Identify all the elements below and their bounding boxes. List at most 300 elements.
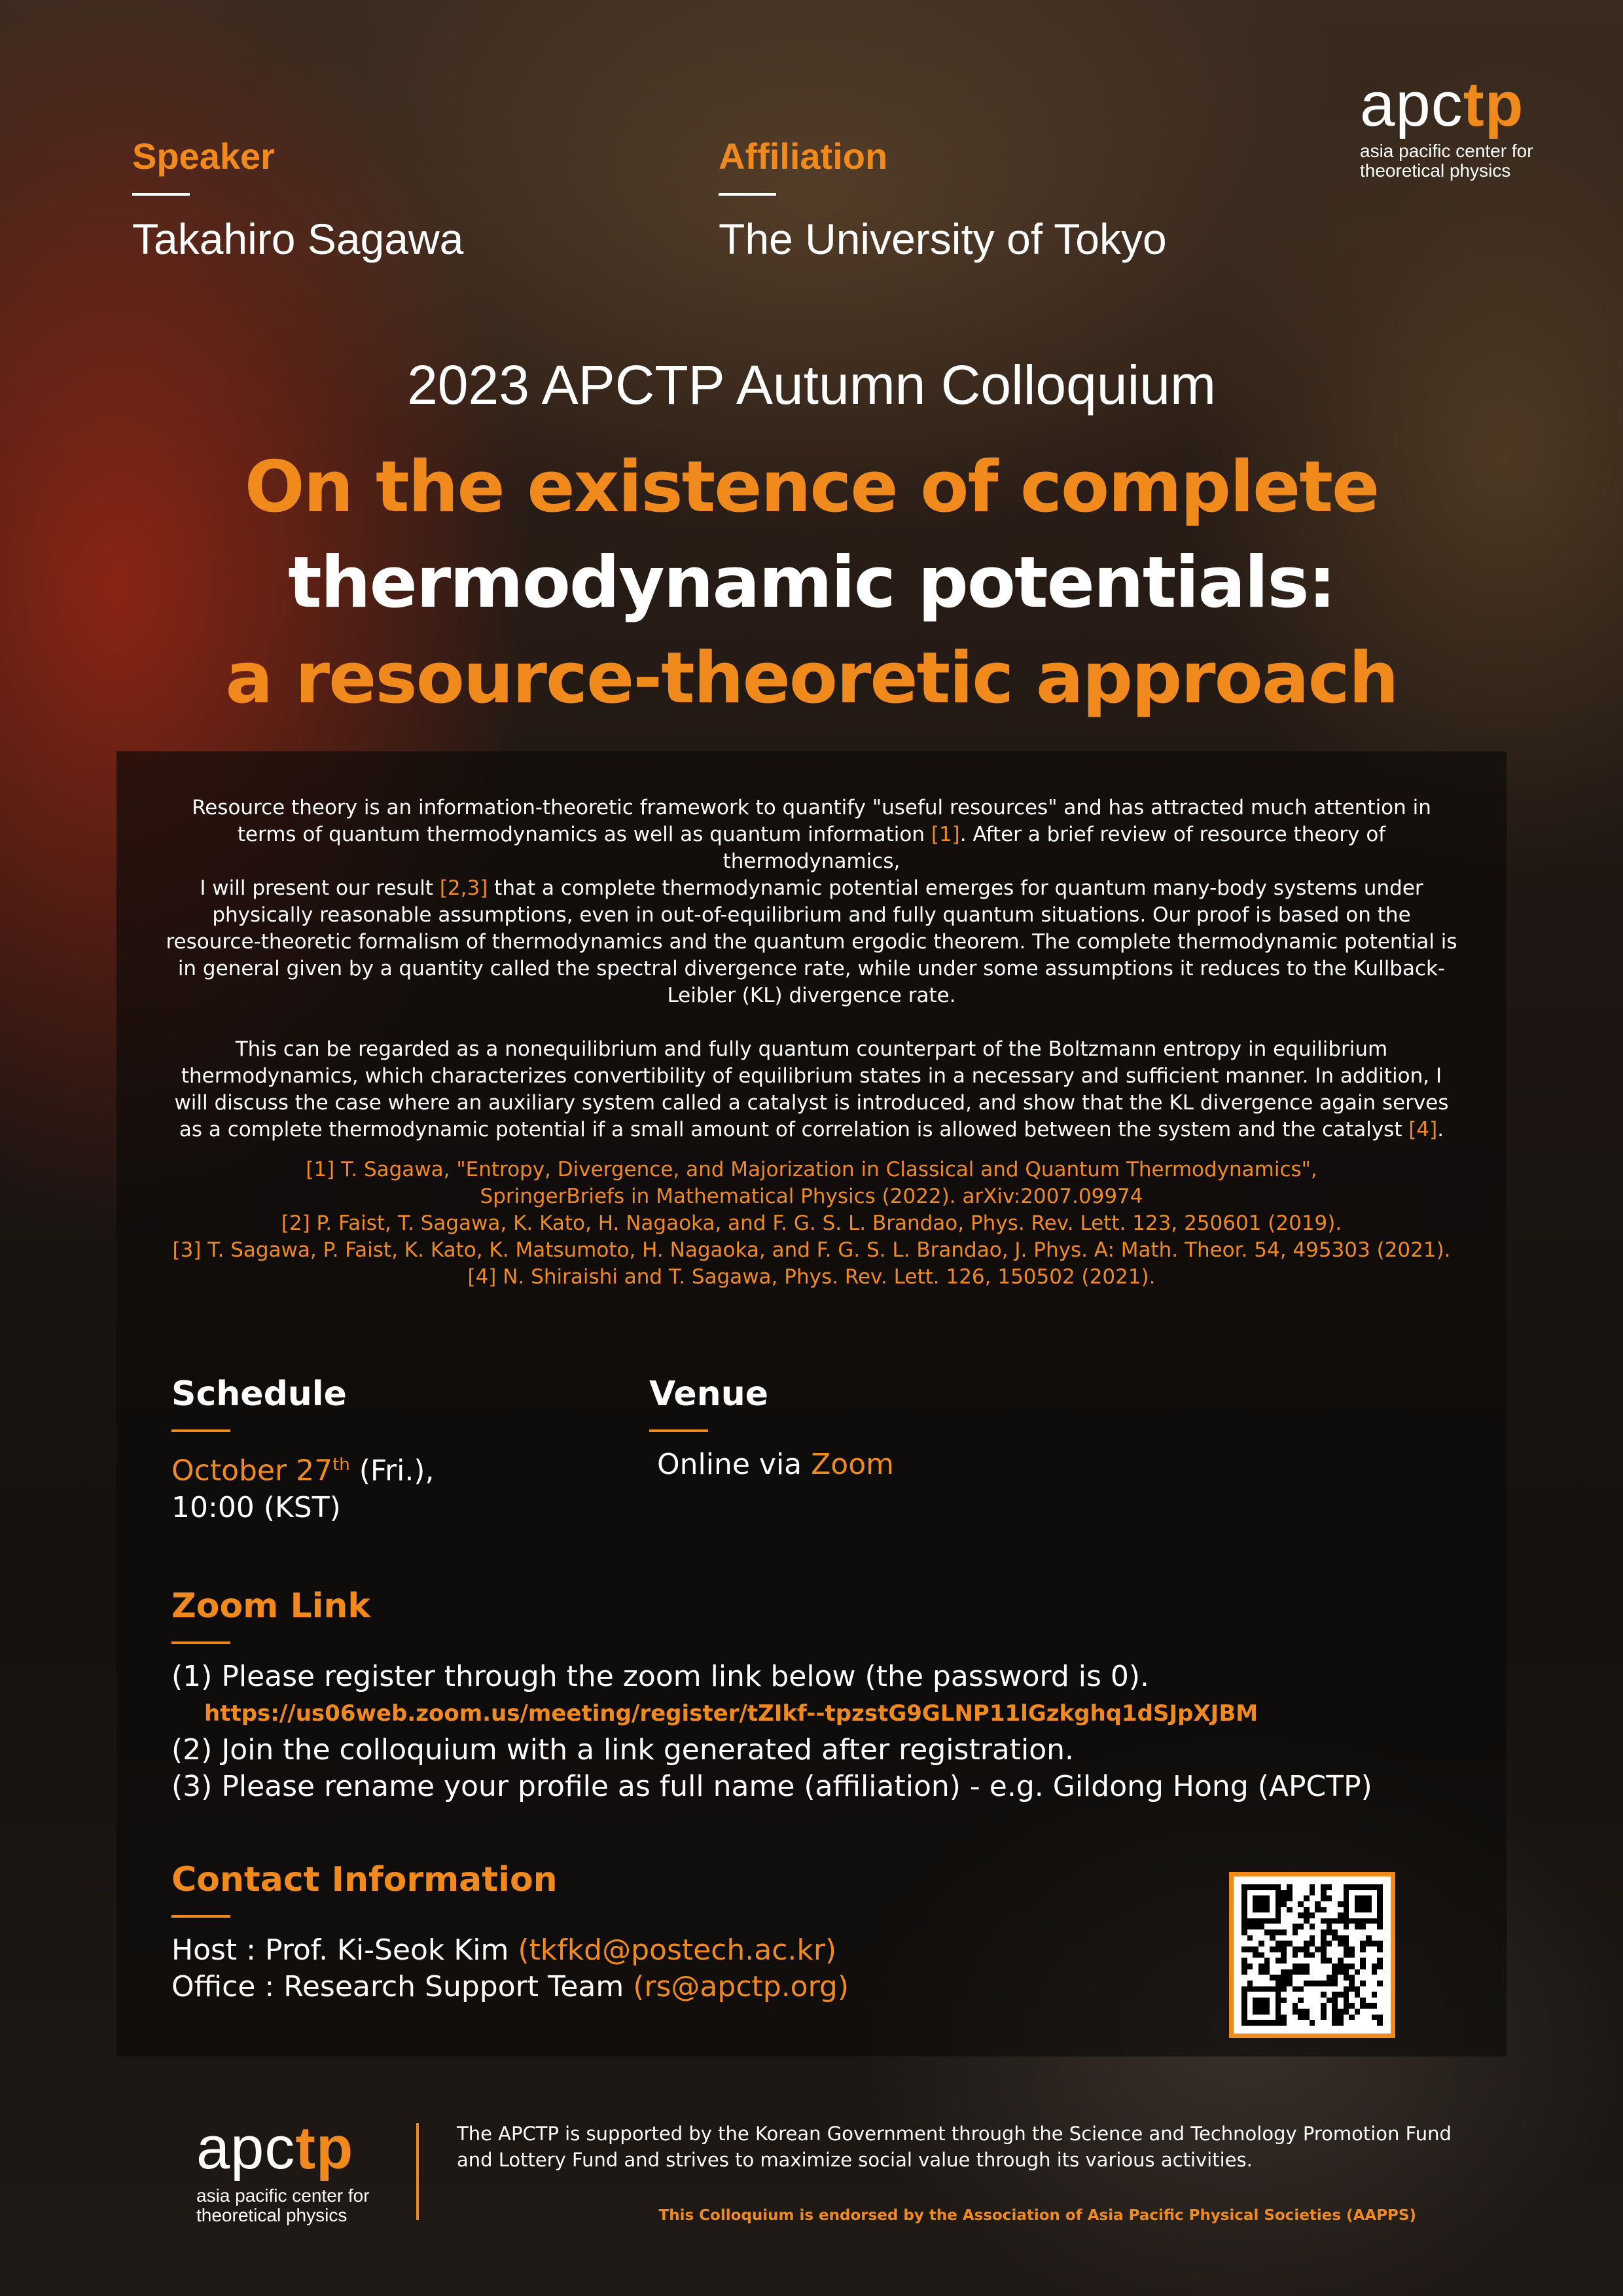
qr-module	[1298, 1964, 1304, 1969]
qr-module	[1258, 1981, 1264, 1986]
qr-module	[1327, 2009, 1332, 2015]
qr-module	[1377, 1964, 1383, 1969]
qr-module	[1338, 1901, 1344, 1907]
qr-module	[1241, 1912, 1247, 1918]
qr-module	[1332, 1975, 1338, 1981]
qr-module	[1264, 1935, 1270, 1941]
qr-module	[1253, 1981, 1258, 1986]
qr-module	[1293, 1935, 1298, 1941]
qr-module	[1247, 2015, 1253, 2020]
qr-module	[1366, 1958, 1372, 1964]
qr-module	[1344, 1986, 1349, 1992]
qr-module	[1298, 1992, 1304, 1998]
qr-module	[1377, 1907, 1383, 1913]
qr-module	[1258, 1935, 1264, 1941]
qr-module	[1315, 1884, 1321, 1890]
qr-module	[1310, 1912, 1315, 1918]
qr-module	[1366, 1918, 1372, 1924]
qr-module	[1349, 1941, 1355, 1946]
qr-module	[1360, 1941, 1366, 1946]
qr-module	[1332, 1884, 1338, 1890]
qr-module	[1293, 1901, 1298, 1907]
qr-module	[1355, 1890, 1361, 1896]
qr-module	[1349, 1912, 1355, 1918]
talk-title-line1: On the existence of complete	[244, 446, 1379, 528]
qr-module	[1253, 1935, 1258, 1941]
qr-module	[1355, 1884, 1361, 1890]
qr-module	[1360, 1986, 1366, 1992]
qr-module	[1338, 1981, 1344, 1986]
qr-module	[1281, 1975, 1287, 1981]
qr-module	[1355, 1986, 1361, 1992]
qr-module	[1315, 1907, 1321, 1913]
qr-module	[1281, 1964, 1287, 1969]
qr-module	[1377, 1992, 1383, 1998]
qr-module	[1258, 1952, 1264, 1958]
qr-module	[1349, 1907, 1355, 1913]
qr-module	[1338, 1986, 1344, 1992]
qr-module	[1372, 1907, 1378, 1913]
qr-module	[1241, 1946, 1247, 1952]
qr-module	[1298, 1884, 1304, 1890]
qr-module	[1321, 1929, 1327, 1935]
qr-module	[1310, 1964, 1315, 1969]
qr-module	[1293, 1890, 1298, 1896]
qr-module	[1264, 1958, 1270, 1964]
zoom-registration-link[interactable]: https://us06web.zoom.us/meeting/register/tZIkf--tpzstG9GLNP11lGzkghq1dSJpXJBM	[204, 1700, 1258, 1727]
qr-module	[1247, 1884, 1253, 1890]
qr-module	[1377, 1981, 1383, 1986]
qr-module	[1349, 1895, 1355, 1901]
qr-module	[1327, 2020, 1332, 2026]
qr-module	[1264, 1981, 1270, 1986]
qr-module	[1377, 1935, 1383, 1941]
qr-module	[1281, 1986, 1287, 1992]
qr-module	[1275, 1964, 1281, 1969]
qr-module	[1332, 1924, 1338, 1929]
qr-module	[1315, 1946, 1321, 1952]
qr-module	[1310, 1884, 1315, 1890]
qr-module	[1264, 1946, 1270, 1952]
footer-divider	[416, 2123, 419, 2220]
qr-module	[1247, 1975, 1253, 1981]
qr-module	[1253, 1946, 1258, 1952]
qr-module	[1275, 1907, 1281, 1913]
qr-module	[1332, 1969, 1338, 1975]
speaker-divider	[132, 193, 190, 196]
qr-module	[1258, 1918, 1264, 1924]
qr-module	[1275, 2015, 1281, 2020]
abstract-paragraph-1: Resource theory is an information-theoretic framework to quantify "useful resources" and has attracted much attention in terms of quantum thermodynamics as well as quantum information [1]. After a brief review of resource theory of thermodynamics,	[192, 796, 1431, 873]
qr-module	[1332, 1992, 1338, 1998]
qr-module	[1344, 1912, 1349, 1918]
qr-module	[1321, 1946, 1327, 1952]
event-title: 2023 APCTP Autumn Colloquium	[407, 354, 1216, 416]
qr-module	[1327, 1929, 1332, 1935]
qr-module	[1315, 1964, 1321, 1969]
reference-item: [1] T. Sagawa, "Entropy, Divergence, and Majorization in Classical and Quantum Thermodynamics",	[306, 1158, 1317, 1181]
qr-module	[1372, 1946, 1378, 1952]
qr-module	[1298, 1986, 1304, 1992]
qr-module	[1241, 1986, 1247, 1992]
affiliation-block	[719, 135, 1167, 264]
qr-module	[1372, 1986, 1378, 1992]
qr-module	[1372, 1958, 1378, 1964]
affiliation-label: Affiliation	[719, 135, 888, 177]
qr-module	[1264, 1964, 1270, 1969]
qr-module	[1355, 1935, 1361, 1941]
qr-module	[1253, 2015, 1258, 2020]
qr-module	[1287, 1946, 1293, 1952]
qr-module	[1270, 1901, 1275, 1907]
qr-module	[1281, 1895, 1287, 1901]
qr-module	[1344, 1890, 1349, 1896]
qr-module	[1258, 1884, 1264, 1890]
qr-module	[1327, 1981, 1332, 1986]
qr-module	[1304, 1941, 1310, 1946]
qr-module	[1298, 2003, 1304, 2009]
qr-module	[1275, 1992, 1281, 1998]
qr-module	[1258, 1929, 1264, 1935]
qr-module	[1287, 1969, 1293, 1975]
qr-module	[1349, 1992, 1355, 1998]
qr-module	[1366, 1890, 1372, 1896]
qr-module	[1264, 1929, 1270, 1935]
qr-module	[1321, 1975, 1327, 1981]
qr-module	[1304, 1952, 1310, 1958]
qr-module	[1366, 2015, 1372, 2020]
contact-divider	[171, 1915, 230, 1918]
qr-module	[1315, 1986, 1321, 1992]
qr-module	[1270, 1924, 1275, 1929]
qr-module	[1253, 1964, 1258, 1969]
logo-wordmark: apctp	[1360, 69, 1524, 139]
qr-module	[1304, 1912, 1310, 1918]
qr-module	[1349, 1975, 1355, 1981]
qr-module	[1241, 1929, 1247, 1935]
reference-item: [2] P. Faist, T. Sagawa, K. Kato, H. Nagaoka, and F. G. S. L. Brandao, Phys. Rev. Lett. 123, 250601 (2019).	[281, 1211, 1342, 1235]
qr-module	[1293, 1895, 1298, 1901]
qr-module	[1372, 1929, 1378, 1935]
qr-module	[1253, 1986, 1258, 1992]
qr-module	[1349, 1969, 1355, 1975]
qr-module	[1366, 1992, 1372, 1998]
host-email-link[interactable]: (tkfkd@postech.ac.kr)	[518, 1933, 837, 1967]
qr-module	[1360, 1895, 1366, 1901]
qr-module	[1253, 1975, 1258, 1981]
qr-module	[1270, 1907, 1275, 1913]
qr-module	[1338, 1969, 1344, 1975]
speaker-label: Speaker	[132, 135, 275, 177]
qr-module	[1338, 2009, 1344, 2015]
qr-module	[1310, 2003, 1315, 2009]
qr-module	[1275, 1935, 1281, 1941]
qr-module	[1332, 1981, 1338, 1986]
qr-module	[1338, 1998, 1344, 2003]
qr-module	[1360, 1890, 1366, 1896]
footer-logo-subtitle-line2: theoretical physics	[196, 2205, 348, 2225]
contact-host: Host : Prof. Ki-Seok Kim (tkfkd@postech.ac.kr)	[171, 1933, 837, 1967]
qr-module	[1264, 2020, 1270, 2026]
qr-module	[1338, 2003, 1344, 2009]
qr-module	[1241, 1981, 1247, 1986]
venue-block	[649, 1374, 894, 1483]
qr-module	[1355, 1998, 1361, 2003]
qr-module	[1241, 2009, 1247, 2015]
qr-module	[1247, 1895, 1253, 1901]
qr-module	[1264, 1975, 1270, 1981]
qr-module	[1258, 1895, 1264, 1901]
qr-module	[1355, 1969, 1361, 1975]
talk-title-line2: thermodynamic potentials:	[288, 542, 1335, 624]
qr-module	[1344, 1975, 1349, 1981]
qr-module	[1275, 1969, 1281, 1975]
qr-module	[1281, 1969, 1287, 1975]
qr-module	[1275, 1986, 1281, 1992]
qr-module	[1281, 1884, 1287, 1890]
qr-module	[1366, 1935, 1372, 1941]
qr-module	[1247, 1992, 1253, 1998]
qr-module	[1293, 1964, 1298, 1969]
qr-module	[1360, 2020, 1366, 2026]
qr-module	[1247, 1964, 1253, 1969]
qr-module	[1332, 2015, 1338, 2020]
qr-module	[1355, 1981, 1361, 1986]
qr-module	[1327, 1884, 1332, 1890]
zoom-divider	[171, 1641, 230, 1644]
schedule-label: Schedule	[171, 1374, 347, 1414]
qr-module	[1327, 1946, 1332, 1952]
qr-module	[1253, 1912, 1258, 1918]
qr-module	[1355, 1964, 1361, 1969]
qr-module	[1349, 1929, 1355, 1935]
qr-module	[1293, 1986, 1298, 1992]
qr-module	[1315, 1981, 1321, 1986]
qr-module	[1338, 1907, 1344, 1913]
qr-module	[1315, 1941, 1321, 1946]
qr-module	[1310, 1981, 1315, 1986]
qr-module	[1377, 1918, 1383, 1924]
qr-module	[1366, 1929, 1372, 1935]
qr-module	[1355, 1912, 1361, 1918]
qr-module	[1332, 1935, 1338, 1941]
qr-module	[1372, 1952, 1378, 1958]
qr-module	[1327, 1907, 1332, 1913]
qr-module	[1264, 2003, 1270, 2009]
qr-module	[1366, 2009, 1372, 2015]
qr-module	[1355, 1946, 1361, 1952]
qr-module	[1270, 1952, 1275, 1958]
qr-module	[1338, 2020, 1344, 2026]
qr-module	[1372, 1969, 1378, 1975]
qr-module	[1270, 1941, 1275, 1946]
qr-module	[1293, 1924, 1298, 1929]
qr-module	[1315, 2020, 1321, 2026]
qr-module	[1321, 1884, 1327, 1890]
abstract-paragraph-3: This can be regarded as a nonequilibrium and fully quantum counterpart of the Boltzmann entropy in equilibrium thermodynamics, which characterizes convertibility of equilibrium states in a necessary and sufficient manner. In addition, I will discuss the case where an auxiliary system called a catalyst is introduced, and show that the KL divergence again serves as a complete thermodynamic potential if a small amount of correlation is allowed between the system and the catalyst [4].	[174, 1037, 1449, 1141]
qr-module	[1275, 1912, 1281, 1918]
qr-module	[1355, 1907, 1361, 1913]
qr-module	[1360, 1964, 1366, 1969]
qr-module	[1264, 1918, 1270, 1924]
qr-module	[1344, 1929, 1349, 1935]
qr-module	[1355, 2003, 1361, 2009]
qr-module	[1372, 1992, 1378, 1998]
qr-module	[1332, 2009, 1338, 2015]
qr-module	[1366, 2003, 1372, 2009]
qr-module	[1377, 1884, 1383, 1890]
qr-module	[1275, 1895, 1281, 1901]
qr-module	[1304, 1884, 1310, 1890]
qr-module	[1332, 2020, 1338, 2026]
qr-module	[1275, 1901, 1281, 1907]
qr-module	[1377, 1975, 1383, 1981]
office-email-link[interactable]: (rs@apctp.org)	[633, 1970, 849, 2003]
qr-module	[1270, 1918, 1275, 1924]
qr-module	[1360, 1952, 1366, 1958]
qr-module	[1281, 1958, 1287, 1964]
qr-module	[1332, 1929, 1338, 1935]
qr-module	[1293, 1941, 1298, 1946]
qr-module	[1377, 1929, 1383, 1935]
qr-module	[1338, 1918, 1344, 1924]
qr-module	[1258, 1890, 1264, 1896]
qr-module	[1253, 1884, 1258, 1890]
qr-module	[1315, 1998, 1321, 2003]
qr-module	[1366, 1981, 1372, 1986]
qr-module	[1241, 1884, 1247, 1890]
qr-module	[1241, 1890, 1247, 1896]
qr-module	[1355, 1941, 1361, 1946]
qr-module	[1349, 2020, 1355, 2026]
qr-module	[1310, 1890, 1315, 1896]
qr-module	[1332, 1964, 1338, 1969]
qr-module	[1315, 1890, 1321, 1896]
qr-module	[1360, 2003, 1366, 2009]
qr-module	[1270, 1986, 1275, 1992]
qr-module	[1377, 1912, 1383, 1918]
qr-module	[1253, 1992, 1258, 1998]
qr-module	[1332, 1901, 1338, 1907]
qr-module	[1355, 1952, 1361, 1958]
qr-module	[1327, 1992, 1332, 1998]
qr-module	[1241, 1907, 1247, 1913]
qr-module	[1372, 1935, 1378, 1941]
qr-module	[1258, 1901, 1264, 1907]
qr-module	[1366, 1924, 1372, 1929]
qr-module	[1366, 1941, 1372, 1946]
qr-module	[1360, 1929, 1366, 1935]
qr-module	[1315, 2009, 1321, 2015]
qr-module	[1310, 2009, 1315, 2015]
qr-module	[1360, 1901, 1366, 1907]
qr-code-icon[interactable]	[1229, 1872, 1395, 2038]
qr-module	[1349, 1924, 1355, 1929]
qr-module	[1287, 1975, 1293, 1981]
qr-module	[1293, 1918, 1298, 1924]
qr-module	[1372, 1918, 1378, 1924]
qr-module	[1253, 2003, 1258, 2009]
qr-module	[1298, 1890, 1304, 1896]
qr-module	[1275, 1884, 1281, 1890]
qr-module	[1327, 1941, 1332, 1946]
qr-module	[1241, 1935, 1247, 1941]
qr-module	[1253, 1941, 1258, 1946]
qr-module	[1321, 1907, 1327, 1913]
qr-module	[1355, 1918, 1361, 1924]
qr-module	[1332, 1907, 1338, 1913]
zoom-venue-link[interactable]: Zoom	[811, 1448, 894, 1481]
qr-module	[1332, 1895, 1338, 1901]
qr-module	[1253, 2009, 1258, 2015]
qr-module	[1366, 1986, 1372, 1992]
qr-module	[1372, 2015, 1378, 2020]
qr-module	[1360, 1975, 1366, 1981]
qr-module	[1349, 1890, 1355, 1896]
qr-module	[1287, 1912, 1293, 1918]
qr-module	[1258, 2020, 1264, 2026]
qr-module	[1298, 1912, 1304, 1918]
speaker-block	[132, 135, 463, 264]
qr-module	[1298, 1969, 1304, 1975]
qr-module	[1241, 2020, 1247, 2026]
qr-module	[1287, 1935, 1293, 1941]
qr-module	[1258, 2003, 1264, 2009]
qr-module	[1377, 1890, 1383, 1896]
qr-module	[1315, 1895, 1321, 1901]
qr-module	[1270, 1946, 1275, 1952]
qr-module	[1275, 1975, 1281, 1981]
qr-module	[1310, 1907, 1315, 1913]
qr-module	[1293, 2015, 1298, 2020]
qr-module	[1304, 1981, 1310, 1986]
qr-module	[1360, 1958, 1366, 1964]
qr-module	[1321, 1935, 1327, 1941]
qr-module	[1360, 1884, 1366, 1890]
qr-module	[1344, 1907, 1349, 1913]
qr-module	[1247, 1969, 1253, 1975]
abstract-paragraph-2: I will present our result [2,3] that a complete thermodynamic potential emerges for quantum many-body systems under physically reasonable assumptions, even in out-of-equilibrium and fully quantum situations. Our proof is based on the resource-theoretic formalism of thermodynamics and the quantum ergodic theorem. The complete thermodynamic potential is in general given by a quantity called the spectral divergence rate, while under some assumptions it reduces to the Kullback-Leibler (KL) divergence rate.	[166, 876, 1457, 1007]
qr-module	[1344, 2020, 1349, 2026]
venue-text: Online via Zoom	[657, 1448, 894, 1481]
qr-module	[1321, 1890, 1327, 1896]
qr-module	[1327, 2015, 1332, 2020]
qr-module	[1332, 1998, 1338, 2003]
qr-module	[1355, 1975, 1361, 1981]
qr-module	[1360, 1946, 1366, 1952]
qr-module	[1275, 1890, 1281, 1896]
zoom-step-3: (3) Please rename your profile as full name (affiliation) - e.g. Gildong Hong (APCTP)	[171, 1770, 1372, 1803]
qr-module	[1287, 1958, 1293, 1964]
qr-module	[1360, 2009, 1366, 2015]
abstract	[162, 795, 1461, 1291]
qr-module	[1355, 1895, 1361, 1901]
qr-module	[1338, 1935, 1344, 1941]
qr-module	[1270, 1969, 1275, 1975]
qr-module	[1344, 2015, 1349, 2020]
qr-module	[1304, 1890, 1310, 1896]
qr-module	[1275, 1924, 1281, 1929]
qr-module	[1327, 1964, 1332, 1969]
qr-module	[1293, 2020, 1298, 2026]
qr-module	[1321, 1958, 1327, 1964]
qr-module	[1349, 1918, 1355, 1924]
qr-module	[1287, 1924, 1293, 1929]
qr-module	[1304, 1958, 1310, 1964]
qr-module	[1321, 1969, 1327, 1975]
qr-module	[1332, 1958, 1338, 1964]
qr-module	[1253, 1929, 1258, 1935]
